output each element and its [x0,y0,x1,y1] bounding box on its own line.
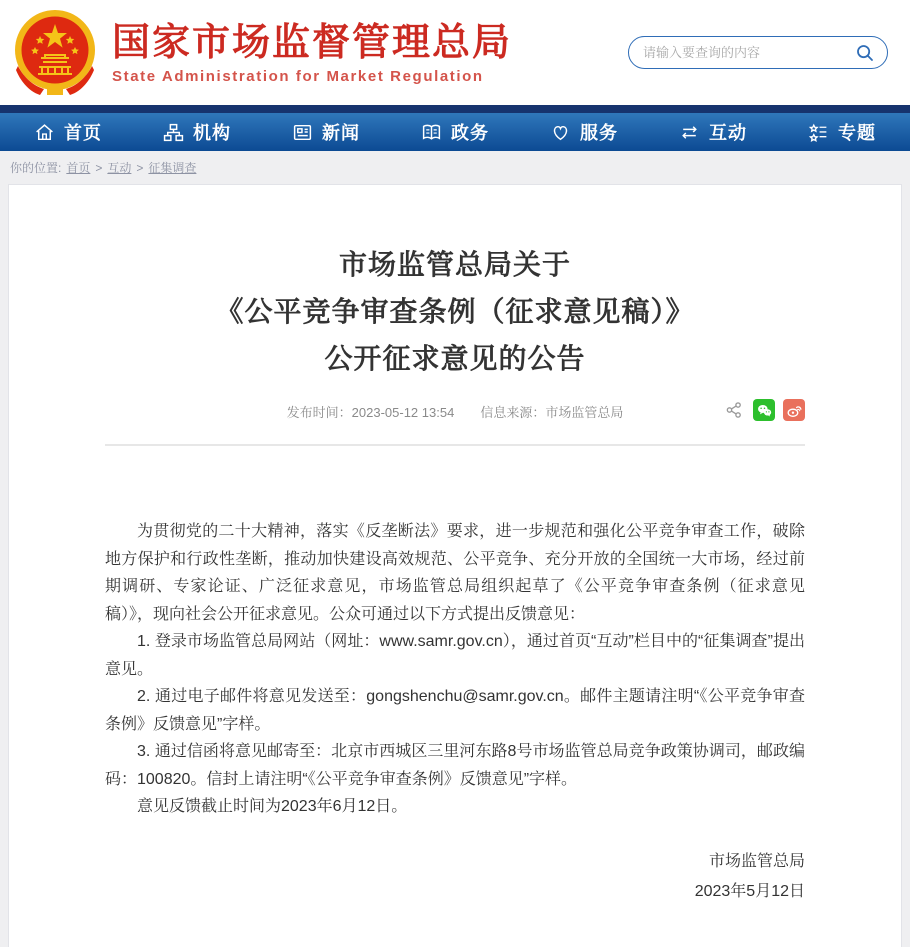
wechat-share-icon[interactable] [753,399,775,421]
article-paragraph: 3. 通过信函将意见邮寄至：北京市西城区三里河东路8号市场监管总局竞争政策协调司，邮政编码：100820。信封上请注明“《公平竞争审查条例》反馈意见”字样。 [105,743,805,788]
nav-label: 新闻 [322,123,360,143]
nav-item-home[interactable] [34,119,102,145]
swap-arrows-icon [679,122,700,143]
nav-label: 机构 [193,123,231,143]
site-title-zh: 国家市场监督管理总局 [112,21,513,64]
search-icon [855,43,875,63]
signature-org: 市场监管总局 [708,852,805,870]
search-button[interactable] [853,41,877,65]
signature-date: 2023年5月12日 [694,882,805,900]
meta-divider [105,444,805,446]
star-list-icon [808,122,829,143]
home-icon [34,122,55,143]
site-title-block [112,21,512,85]
nav-label: 首页 [64,123,102,143]
article-meta-row [105,399,805,423]
article-paragraph: 意见反馈截止时间为2023年6月12日。 [137,798,408,815]
breadcrumb-separator: > [136,160,144,175]
site-title-en: State Administration for Market Regulation [112,67,484,85]
nav-label: 互动 [709,123,747,143]
article-title-line: 公开征求意见的公告 [324,343,586,374]
breadcrumb-prefix: 你的位置: [10,161,62,175]
breadcrumb-link-interact[interactable]: 互动 [107,161,132,175]
nav-item-news[interactable] [292,119,360,145]
heart-icon [550,122,571,143]
newspaper-icon [292,122,313,143]
search-box [628,36,888,69]
org-chart-icon [163,122,184,143]
nav-item-topics[interactable] [808,119,876,145]
breadcrumb [0,151,910,184]
nav-item-service[interactable] [550,119,618,145]
share-nodes-icon[interactable] [723,399,745,421]
open-book-icon [421,122,442,143]
article-body [105,518,805,821]
nav-label: 服务 [580,123,618,143]
article-paragraph: 为贯彻党的二十大精神，落实《反垄断法》要求，进一步规范和强化公平竞争审查工作，破除地方保护和行政性垄断，推动加快建设高效规范、公平竞争、充分开放的全国统一大市场，经过前期调研、专家论证、广泛征求意见，市场监管总局组织起草了《公平竞争审查条例（征求意见稿）》，现向社会公开征求意见。公众可通过以下方式提出反馈意见： [105,523,805,623]
nav-label: 专题 [838,123,876,143]
search-input[interactable] [643,45,853,60]
article-title-line: 《公平竞争审查条例（征求意见稿）》 [215,296,695,327]
national-emblem-logo [12,8,98,98]
article-card [8,184,902,947]
site-header [0,0,910,105]
article-signature [105,847,805,907]
publish-time: 发布时间：2023-05-12 13:54 [286,404,455,420]
nav-item-gov[interactable] [421,119,489,145]
nav-label: 政务 [451,123,489,143]
breadcrumb-separator: > [95,160,103,175]
weibo-share-icon[interactable] [783,399,805,421]
breadcrumb-link-home[interactable]: 首页 [66,161,91,175]
info-source: 信息来源：市场监管总局 [480,404,624,420]
nav-item-interact[interactable] [679,119,747,145]
breadcrumb-link-survey[interactable]: 征集调查 [148,161,197,175]
nav-item-org[interactable] [163,119,231,145]
main-nav-bar [0,105,910,151]
article-paragraph: 2. 通过电子邮件将意见发送至：gongshenchu@samr.gov.cn。邮件主题请注明“《公平竞争审查条例》反馈意见”字样。 [105,688,805,733]
share-bar [723,399,805,421]
article-title-line: 市场监管总局关于 [338,249,571,280]
article-paragraph: 1. 登录市场监管总局网站（网址：www.samr.gov.cn），通过首页“互动”栏目中的“征集调查”提出意见。 [105,633,805,678]
article-title [105,241,805,382]
